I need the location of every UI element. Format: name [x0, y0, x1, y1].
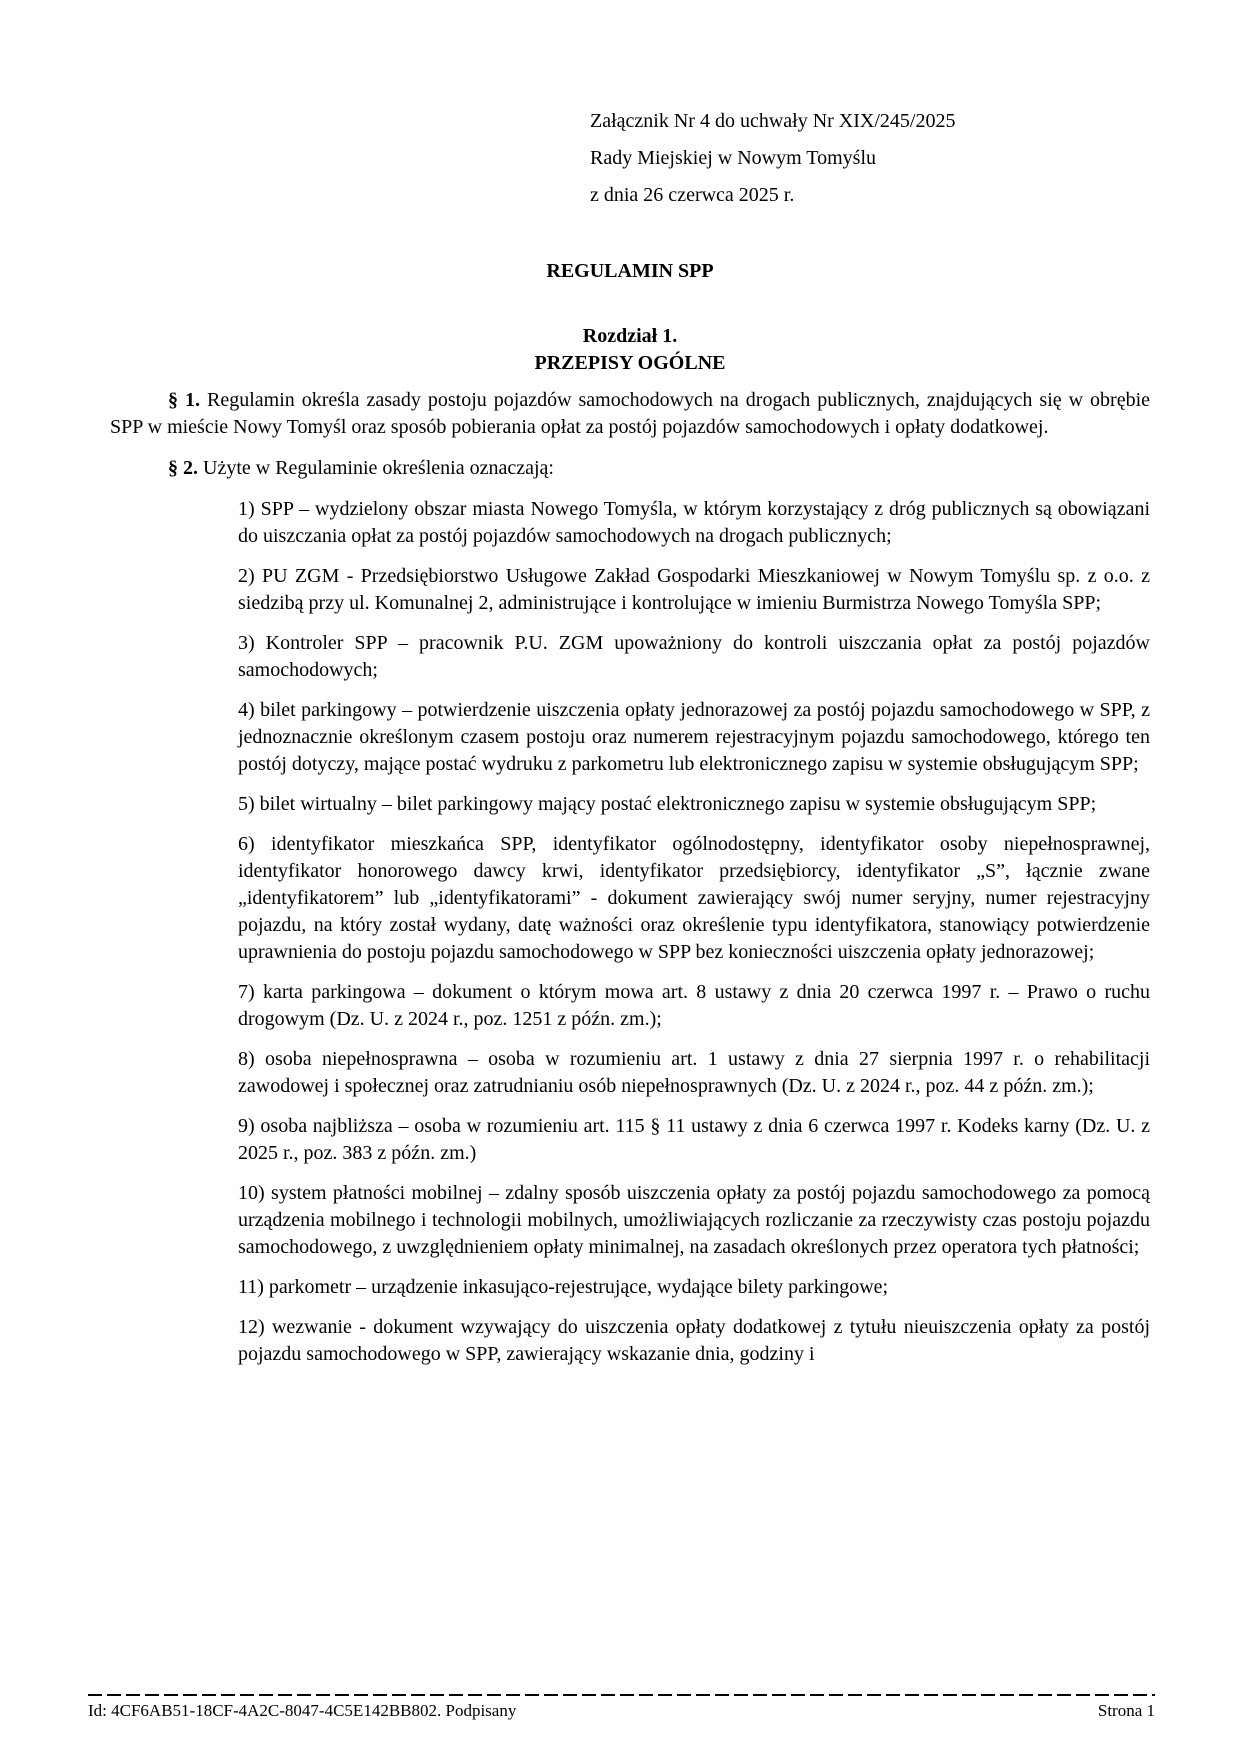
definition-number: 7): [238, 981, 255, 1003]
definition-number: 6): [238, 833, 255, 855]
definition-number: 3): [238, 632, 255, 654]
footer-divider: [88, 1694, 1155, 1696]
definition-number: 8): [238, 1048, 255, 1070]
page-number: Strona 1: [1097, 1701, 1155, 1720]
date-line: z dnia 26 czerwca 2025 r.: [590, 184, 795, 206]
definition-item: [238, 1314, 1150, 1368]
definition-number: 9): [238, 1115, 255, 1137]
definition-item: [238, 979, 1150, 1033]
paragraph-1-label: § 1.: [168, 389, 200, 411]
definition-text: SPP – wydzielony obszar miasta Nowego Tomyśla, w którym korzystający z dróg publicznych są obowiązani do uiszczania opłat za postój pojazdów samochodowych na drogach publicznych;: [238, 498, 1150, 547]
definition-text: bilet wirtualny – bilet parkingowy mający postać elektronicznego zapisu w systemie obsługującym SPP;: [259, 793, 1097, 815]
definition-text: osoba najbliższa – osoba w rozumieniu art. 115 § 11 ustawy z dnia 6 czerwca 1997 r. Kodeks karny (Dz. U. z 2025 r., poz. 383 z późn. zm.): [238, 1115, 1151, 1164]
definition-item: [238, 630, 1150, 684]
definition-number: 4): [238, 699, 255, 721]
document-id: Id: 4CF6AB51-18CF-4A2C-8047-4C5E142BB802. Podpisany: [88, 1701, 517, 1720]
attachment-header: [590, 103, 1150, 214]
definitions-list: [110, 496, 1150, 1368]
attachment-line: Załącznik Nr 4 do uchwały Nr XIX/245/2025: [590, 110, 956, 132]
definition-item: [238, 496, 1150, 550]
definition-text: parkometr – urządzenie inkasująco-rejestrujące, wydające bilety parkingowe;: [268, 1276, 889, 1298]
chapter-number: Rozdział 1.: [582, 325, 678, 347]
definition-number: 2): [238, 565, 255, 587]
definition-number: 1): [238, 498, 255, 520]
definition-item: [238, 1274, 1150, 1301]
definition-text: PU ZGM - Przedsiębiorstwo Usługowe Zakład Gospodarki Mieszkaniowej w Nowym Tomyślu sp. z o.o. z siedzibą przy ul. Komunalnej 2, administrujące i kontrolujące w imieniu Burmistrza Nowego Tomyśla SPP;: [238, 565, 1151, 614]
definition-item: [238, 697, 1150, 778]
definition-number: 11): [238, 1276, 264, 1298]
definition-text: osoba niepełnosprawna – osoba w rozumieniu art. 1 ustawy z dnia 27 sierpnia 1997 r. o rehabilitacji zawodowej i społecznej oraz zatrudnianiu osób niepełnosprawnych (Dz. U. z 2024 r., poz. 44 z późn. zm.);: [238, 1048, 1151, 1097]
paragraph-2: [110, 455, 1150, 482]
chapter-heading: [110, 323, 1150, 377]
council-line: Rady Miejskiej w Nowym Tomyślu: [590, 147, 877, 169]
paragraph-1-text: Regulamin określa zasady postoju pojazdów samochodowych na drogach publicznych, znajdujących się w obrębie SPP w mieście Nowy Tomyśl oraz sposób pobierania opłat za postój pojazdów samochodowych i opłaty dodatkowej.: [110, 389, 1151, 438]
definition-text: bilet parkingowy – potwierdzenie uiszczenia opłaty jednorazowej za postój pojazdu samochodowego w SPP, z jednoznacznie określonym czasem postoju oraz numerem rejestracyjnym pojazdu samochodowego, którego ten postój dotyczy, mające postać wydruku z parkometru lub elektronicznego zapisu w systemie obsługującym SPP;: [238, 699, 1150, 775]
definition-item: [238, 563, 1150, 617]
definition-number: 5): [238, 793, 255, 815]
definition-text: system płatności mobilnej – zdalny sposób uiszczenia opłaty za postój pojazdu samochodowego za pomocą urządzenia mobilnego i technologii mobilnych, umożliwiających rozliczanie za rzeczywisty czas postoju pojazdu samochodowego, z uwzględnieniem opłaty minimalnej, na zasadach określonych przez operatora tych płatności;: [238, 1182, 1150, 1258]
definition-text: Kontroler SPP – pracownik P.U. ZGM upoważniony do kontroli uiszczania opłat za postój pojazdów samochodowych;: [238, 632, 1150, 681]
definition-number: 12): [238, 1316, 265, 1338]
definition-item: [238, 1180, 1150, 1261]
definition-item: [238, 831, 1150, 966]
paragraph-2-text: Użyte w Regulaminie określenia oznaczają:: [203, 457, 554, 479]
definition-number: 10): [238, 1182, 265, 1204]
definition-text: karta parkingowa – dokument o którym mowa art. 8 ustawy z dnia 20 czerwca 1997 r. – Prawo o ruchu drogowym (Dz. U. z 2024 r., poz. 1251 z późn. zm.);: [238, 981, 1150, 1030]
page-footer: [88, 1694, 1155, 1721]
paragraph-2-label: § 2.: [168, 457, 198, 479]
definition-text: identyfikator mieszkańca SPP, identyfikator ogólnodostępny, identyfikator osoby niepełnosprawnej, identyfikator honorowego dawcy krwi, identyfikator przedsiębiorcy, identyfikator „S”, łącznie zwane „identyfikatorem” lub „identyfikatorami” - dokument zawierający swój numer seryjny, numer rejestracyjny pojazdu, na który został wydany, datę ważności oraz określenie typu identyfikatora, stanowiący potwierdzenie uprawnienia do postoju pojazdu samochodowego w SPP bez konieczności uiszczenia opłaty jednorazowej;: [238, 833, 1150, 963]
document-title: REGULAMIN SPP: [546, 260, 714, 282]
definition-text: wezwanie - dokument wzywający do uiszczenia opłaty dodatkowej z tytułu nieuiszczenia opłaty za postój pojazdu samochodowego w SPP, zawierający wskazanie dnia, godziny i: [238, 1316, 1150, 1365]
definition-item: [238, 1113, 1150, 1167]
chapter-name: PRZEPISY OGÓLNE: [534, 352, 726, 374]
definition-item: [238, 791, 1150, 818]
paragraph-1: [110, 387, 1150, 441]
definition-item: [238, 1046, 1150, 1100]
